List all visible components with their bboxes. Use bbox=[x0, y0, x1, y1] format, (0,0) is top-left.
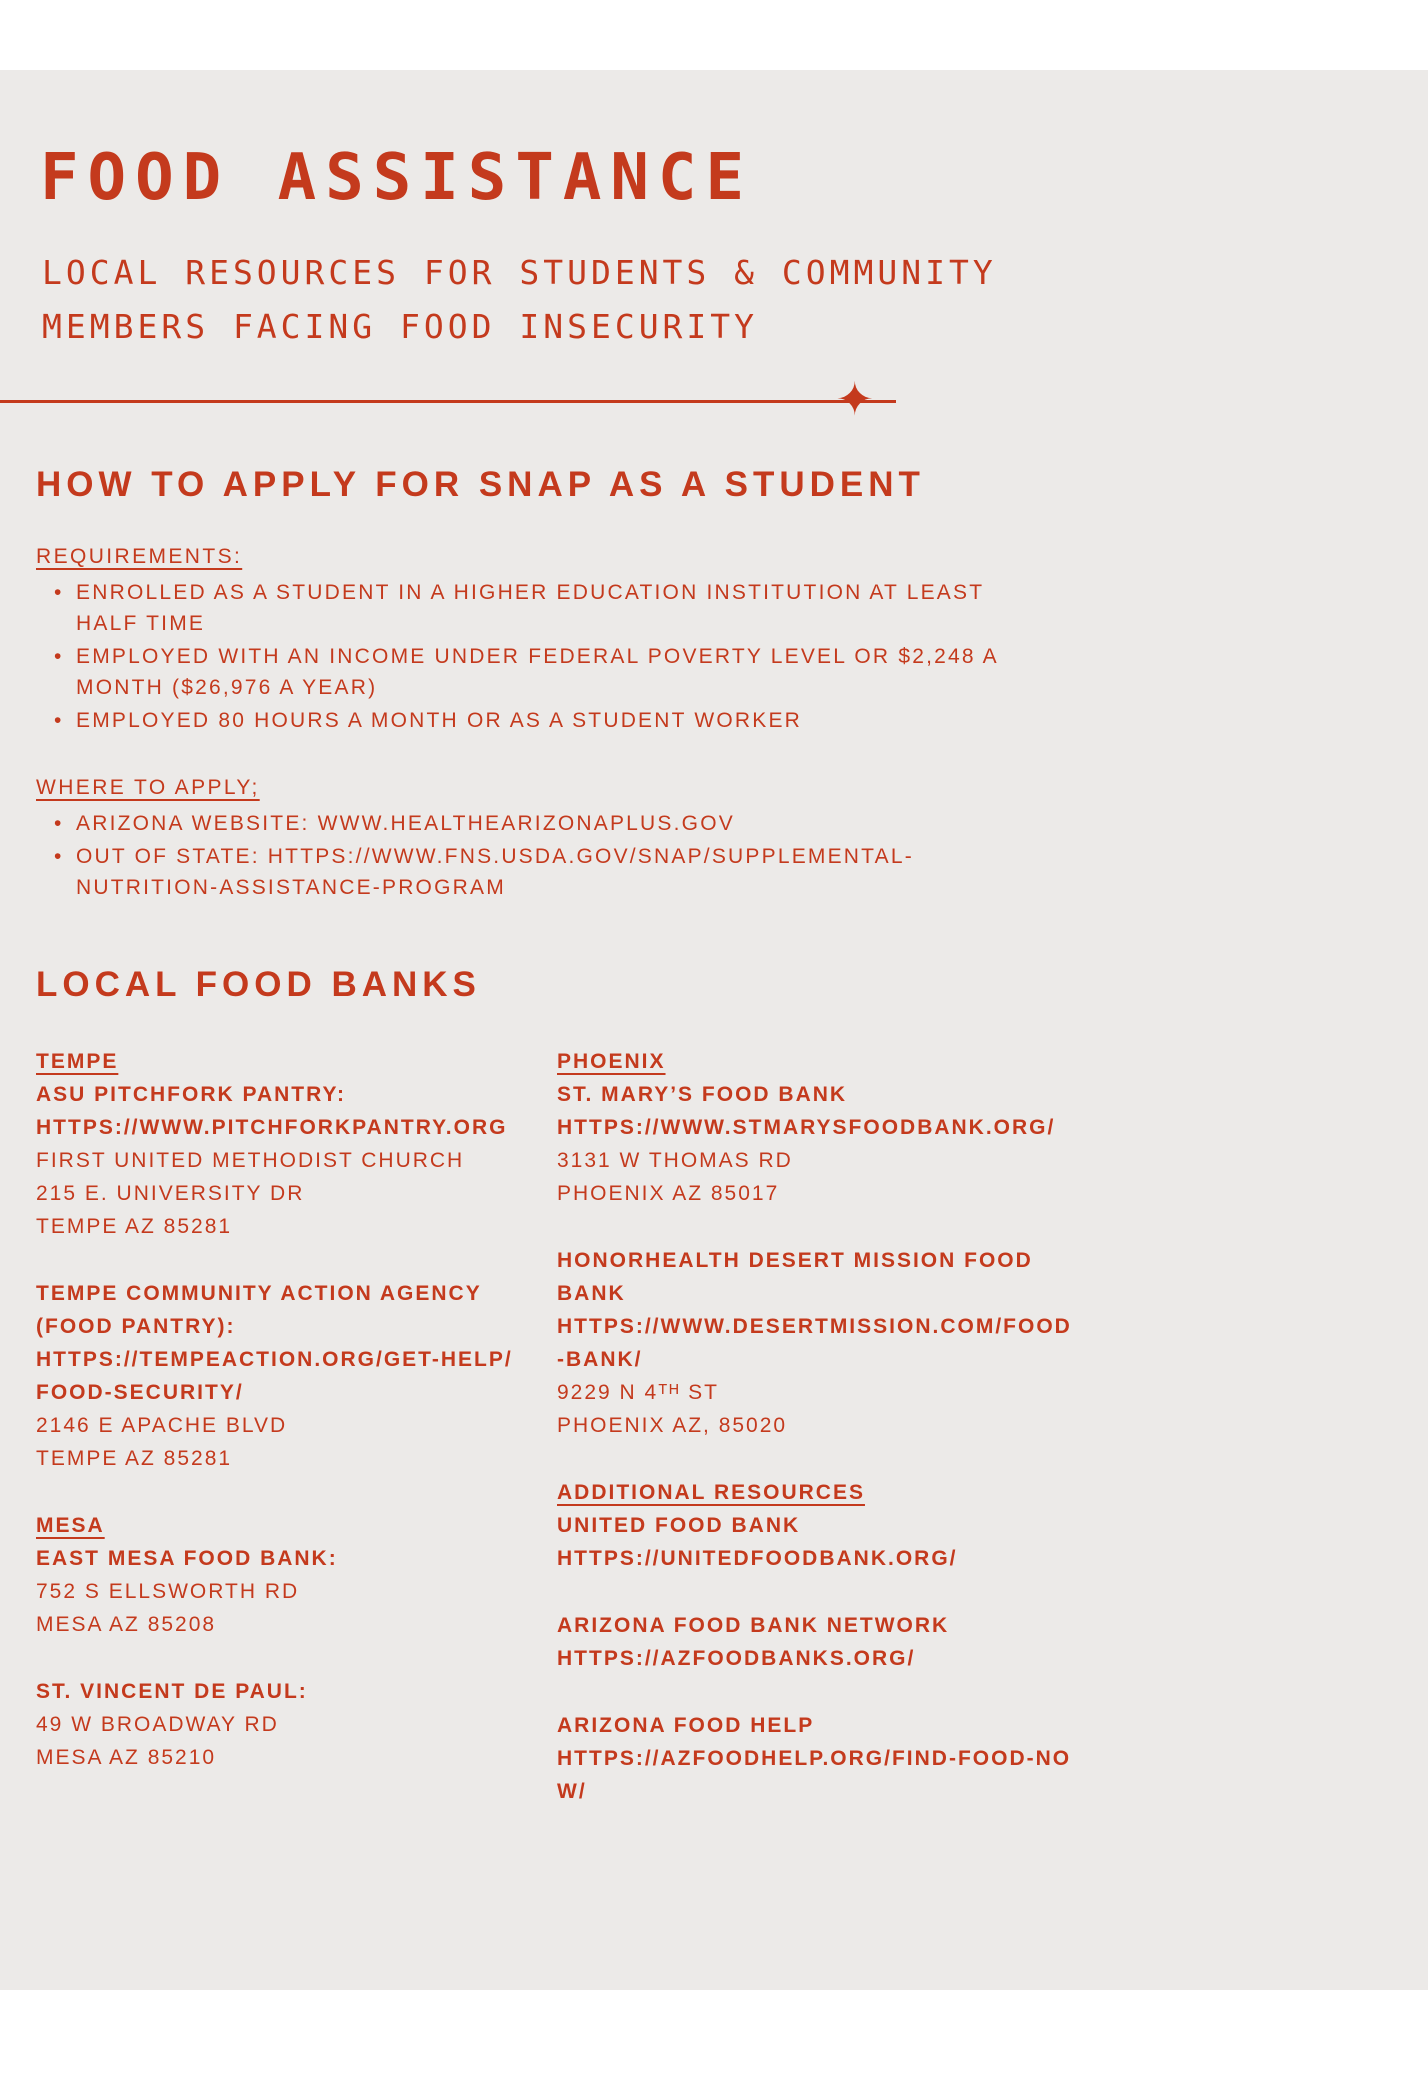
bank-line: 49 W BROADWAY RD bbox=[36, 1713, 279, 1736]
where-to-apply-label: WHERE TO APPLY; bbox=[36, 776, 260, 799]
page-title: FOOD ASSISTANCE bbox=[40, 141, 753, 215]
where-to-apply-item: • OUT OF STATE: HTTPS://WWW.FNS.USDA.GOV/SNAP/SUPPLEMENTAL-NUTRITION-ASSISTANCE-PROGRAM bbox=[60, 841, 1046, 903]
requirement-item: • EMPLOYED WITH AN INCOME UNDER FEDERAL POVERTY LEVEL OR $2,248 A MONTH ($26,976 A YEAR) bbox=[60, 641, 1046, 703]
bank-line: MESA AZ 85208 bbox=[36, 1613, 217, 1636]
bank-line: MESA AZ 85210 bbox=[36, 1746, 217, 1769]
bank-line: PHOENIX AZ, 85020 bbox=[557, 1414, 788, 1437]
bank-line: TEMPE AZ 85281 bbox=[36, 1215, 233, 1238]
food-banks-left-column bbox=[36, 1045, 521, 1842]
bank-line: TEMPE COMMUNITY ACTION AGENCY (FOOD PANTRY): bbox=[36, 1282, 482, 1338]
bank-line: HONORHEALTH DESERT MISSION FOOD BANK bbox=[557, 1249, 1033, 1305]
bank-group-heading: TEMPE bbox=[36, 1050, 119, 1073]
bank-line: 215 E. UNIVERSITY DR bbox=[36, 1182, 305, 1205]
bank-url: HTTPS://WWW.DESERTMISSION.COM/FOOD-BANK/ bbox=[557, 1315, 1072, 1371]
bank-block bbox=[557, 1609, 1077, 1675]
bank-group-heading: MESA bbox=[36, 1514, 105, 1537]
flyer-paper bbox=[0, 70, 1428, 1990]
snap-section-heading: HOW TO APPLY FOR SNAP AS A STUDENT bbox=[36, 465, 925, 504]
bank-url: HTTPS://WWW.STMARYSFOODBANK.ORG/ bbox=[557, 1116, 1056, 1139]
bank-block bbox=[36, 1675, 521, 1774]
bank-line: 9229 N 4ᵀᴴ ST bbox=[557, 1381, 719, 1404]
bank-line: FIRST UNITED METHODIST CHURCH bbox=[36, 1149, 465, 1172]
bank-line: UNITED FOOD BANK bbox=[557, 1514, 801, 1537]
where-to-apply-list bbox=[36, 808, 1046, 903]
bank-line: EAST MESA FOOD BANK: bbox=[36, 1547, 338, 1570]
bank-block bbox=[557, 1244, 1077, 1442]
food-banks-columns bbox=[36, 1045, 1392, 1842]
bank-group-heading: PHOENIX bbox=[557, 1050, 666, 1073]
bank-block bbox=[36, 1509, 521, 1641]
flyer-content bbox=[0, 70, 1428, 1842]
requirements-label: REQUIREMENTS: bbox=[36, 545, 243, 568]
bank-line: TEMPE AZ 85281 bbox=[36, 1447, 233, 1470]
page-subtitle bbox=[42, 246, 1392, 354]
requirement-item: • EMPLOYED 80 HOURS A MONTH OR AS A STUDENT WORKER bbox=[60, 705, 1046, 736]
bank-url: HTTPS://WWW.PITCHFORKPANTRY.ORG bbox=[36, 1116, 508, 1139]
bank-block bbox=[36, 1045, 521, 1243]
subtitle-line-2: MEMBERS FACING FOOD INSECURITY bbox=[42, 307, 759, 346]
bank-line: PHOENIX AZ 85017 bbox=[557, 1182, 780, 1205]
where-to-apply-item: • ARIZONA WEBSITE: WWW.HEALTHEARIZONAPLUS.GOV bbox=[60, 808, 1046, 839]
bank-block bbox=[557, 1476, 1077, 1575]
bank-url: HTTPS://AZFOODHELP.ORG/FIND-FOOD-NOW/ bbox=[557, 1747, 1072, 1803]
bank-block bbox=[557, 1045, 1077, 1210]
bank-url: HTTPS://AZFOODBANKS.ORG/ bbox=[557, 1647, 916, 1670]
food-banks-right-column bbox=[557, 1045, 1077, 1842]
divider-line bbox=[0, 373, 896, 425]
bank-block bbox=[557, 1709, 1077, 1808]
sparkle-icon: ✦ bbox=[835, 373, 874, 425]
requirement-item: • ENROLLED AS A STUDENT IN A HIGHER EDUCATION INSTITUTION AT LEAST HALF TIME bbox=[60, 577, 1046, 639]
bank-url: HTTPS://UNITEDFOODBANK.ORG/ bbox=[557, 1547, 958, 1570]
food-banks-section-heading: LOCAL FOOD BANKS bbox=[36, 965, 481, 1004]
bank-line: 2146 E APACHE BLVD bbox=[36, 1414, 288, 1437]
bank-block bbox=[36, 1277, 521, 1475]
bank-url: HTTPS://TEMPEACTION.ORG/GET-HELP/FOOD-SECURITY/ bbox=[36, 1348, 513, 1404]
requirements-list bbox=[36, 577, 1046, 736]
bank-line: 752 S ELLSWORTH RD bbox=[36, 1580, 300, 1603]
bank-group-heading: ADDITIONAL RESOURCES bbox=[557, 1481, 865, 1504]
bank-line: ARIZONA FOOD HELP bbox=[557, 1714, 815, 1737]
bank-line: ST. MARY’S FOOD BANK bbox=[557, 1083, 848, 1106]
bank-line: ARIZONA FOOD BANK NETWORK bbox=[557, 1614, 950, 1637]
bank-line: 3131 W THOMAS RD bbox=[557, 1149, 793, 1172]
bank-line: ST. VINCENT DE PAUL: bbox=[36, 1680, 308, 1703]
bank-line: ASU PITCHFORK PANTRY: bbox=[36, 1083, 346, 1106]
subtitle-line-1: LOCAL RESOURCES FOR STUDENTS & COMMUNITY bbox=[42, 253, 997, 292]
